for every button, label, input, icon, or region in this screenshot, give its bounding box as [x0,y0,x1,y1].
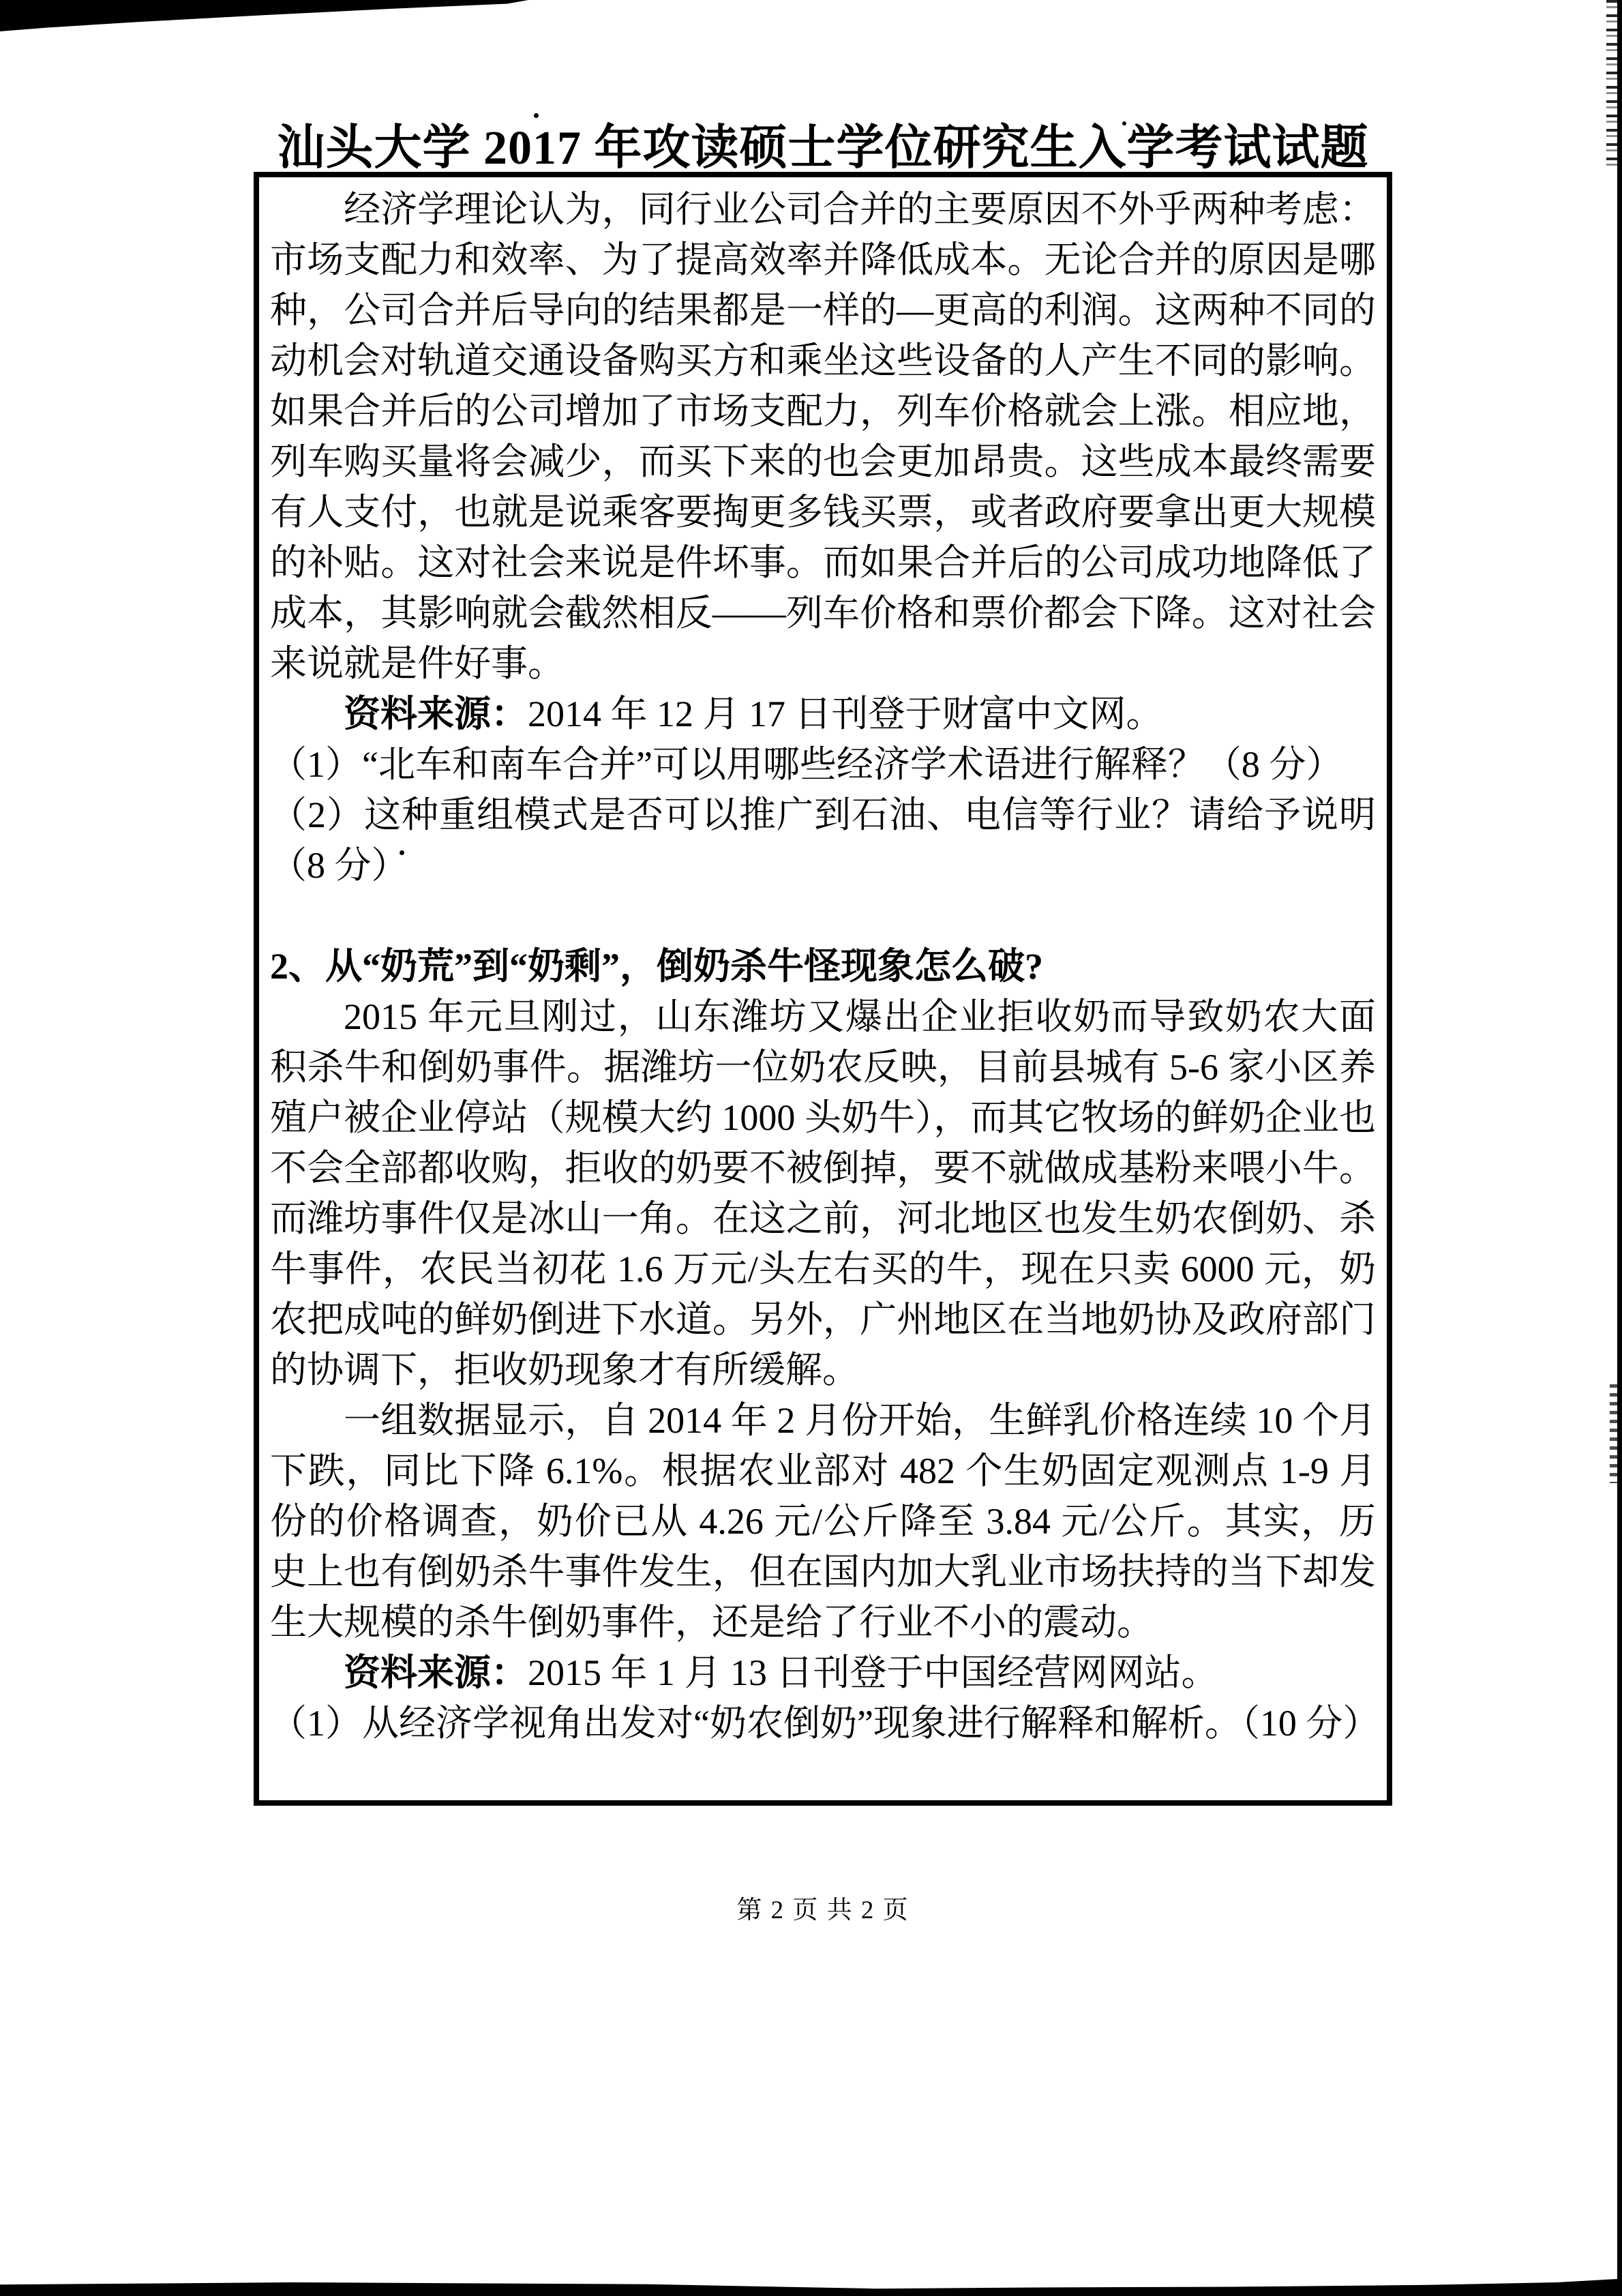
scan-artifact-right-noise-top [1606,0,1617,170]
question1-source-label: 资料来源： [344,694,528,734]
page-title: 汕头大学 2017 年攻读硕士学位研究生入学考试试题 [277,122,1369,175]
scan-artifact-right-edge [1617,0,1622,2296]
scan-artifact-bottom-edge [0,2278,1622,2296]
question2-heading: 2、从“奶荒”到“奶剩”，倒奶杀牛怪现象怎么破? [270,946,1043,987]
question1-subquestion-1: （1）“北车和南车合并”可以用哪些经济学术语进行解释？（8 分） [270,744,1343,785]
question1-subquestion-2: （2）这种重组模式是否可以推广到石油、电信等行业？请给予说明（8 分） [270,794,1376,886]
exam-content-box [254,172,1392,1806]
question2-source-text: 2015 年 1 月 13 日刊登于中国经营网网站。 [528,1652,1218,1693]
question1-passage: 经济学理论认为，同行业公司合并的主要原因不外乎两种考虑：市场支配力和效率、为了提高效率并降低成本。无论合并的原因是哪种，公司合并后导向的结果都是一样的—更高的利润。这两种不同的动机会对轨道交通设备购买方和乘坐这些设备的人产生不同的影响。如果合并后的公司增加了市场支配力，列车价格就会上涨。相应地，列车购买量将会减少，而买下来的也会更加昂贵。这些成本最终需要有人支付，也就是说乘客要掏更多钱买票，或者政府要拿出更大规模的补贴。这对社会来说是件坏事。而如果合并后的公司成功地降低了成本，其影响就会截然相反——列车价格和票价都会下降。这对社会来说就是件好事。 [270,189,1376,684]
question1-source-line [270,689,1376,739]
question2-subquestion-1: （1）从经济学视角出发对“奶农倒奶”现象进行解释和解析。（10 分） [270,1703,1380,1744]
page-number: 第 2 页 共 2 页 [736,1896,910,1924]
question2-paragraph-2: 一组数据显示，自 2014 年 2 月份开始，生鲜乳价格连续 10 个月下跌，同比下降 6.1%。根据农业部对 482 个生奶固定观测点 1-9 月份的价格调查，奶价已从 4.26 元/公斤降至 3.84 元/公斤。其实，历史上也有倒奶杀牛事件发生，但在国内加大乳业市场扶持的当下却发生大规模的杀牛倒奶事件，还是给了行业不小的震动。 [270,1400,1376,1643]
scan-artifact-top-edge [0,0,528,31]
scan-artifact-right-noise-mid [1610,1384,1617,1483]
question2-source-line [270,1648,1376,1698]
blank-line [270,891,1376,941]
question1-source-text: 2014 年 12 月 17 日刊登于财富中文网。 [528,694,1163,734]
question2-paragraph-1: 2015 年元旦刚过，山东潍坊又爆出企业拒收奶而导致奶农大面积杀牛和倒奶事件。据潍坊一位奶农反映，目前县城有 5-6 家小区养殖户被企业停站（规模大约 1000 头奶牛），而其它牧场的鲜奶企业也不会全部都收购，拒收的奶要不被倒掉，要不就做成基粉来喂小牛。而潍坊事件仅是冰山一角。在这之前，河北地区也发生奶农倒奶、杀牛事件，农民当初花 1.6 万元/头左右买的牛，现在只卖 6000 元，奶农把成吨的鲜奶倒进下水道。另外，广州地区在当地奶协及政府部门的协调下，拒收奶现象才有所缓解。 [270,996,1376,1390]
question2-source-label: 资料来源： [344,1652,528,1693]
